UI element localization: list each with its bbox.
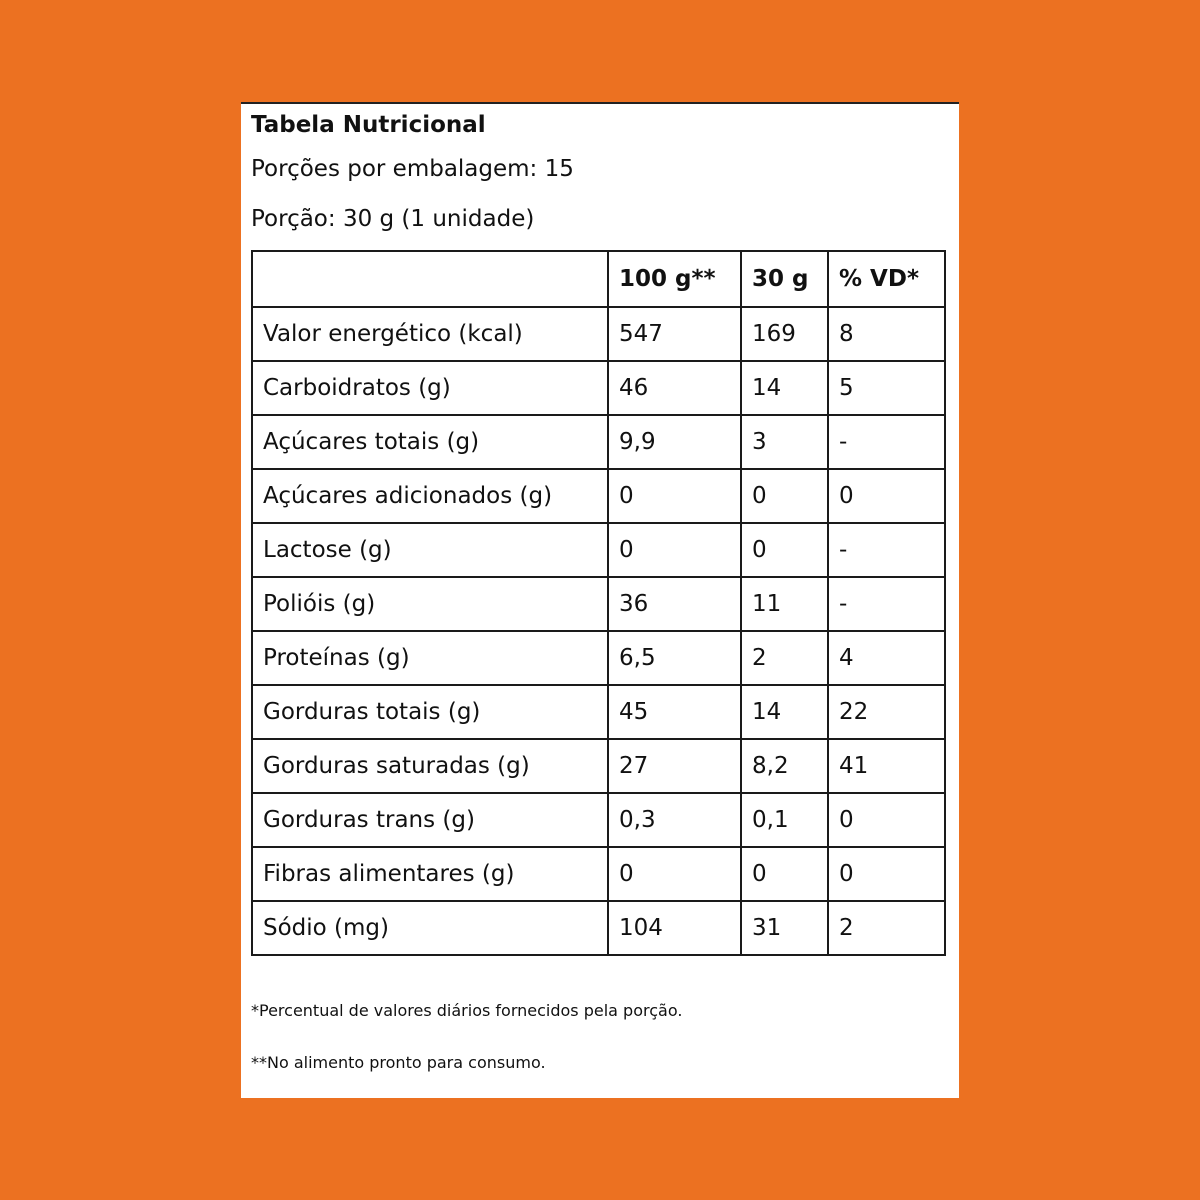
table-row (252, 577, 945, 631)
value-daily-percent: 0 (828, 793, 945, 847)
value-per-30g: 0 (741, 523, 828, 577)
value-daily-percent: 0 (828, 847, 945, 901)
value-daily-percent: 4 (828, 631, 945, 685)
value-per-100g: 0 (608, 469, 741, 523)
value-per-100g: 45 (608, 685, 741, 739)
value-per-100g: 9,9 (608, 415, 741, 469)
value-per-30g: 3 (741, 415, 828, 469)
value-per-100g: 0 (608, 847, 741, 901)
table-row (252, 847, 945, 901)
header-daily-value: % VD* (828, 251, 945, 307)
value-per-30g: 11 (741, 577, 828, 631)
table-row (252, 415, 945, 469)
value-per-30g: 14 (741, 361, 828, 415)
value-per-30g: 0 (741, 847, 828, 901)
value-daily-percent: 22 (828, 685, 945, 739)
footnote-daily-value: *Percentual de valores diários fornecidos pela porção. (251, 1001, 683, 1020)
value-per-100g: 104 (608, 901, 741, 955)
value-daily-percent: 8 (828, 307, 945, 361)
nutrition-label (241, 102, 959, 1098)
nutrient-name: Gorduras trans (g) (252, 793, 608, 847)
table-row (252, 901, 945, 955)
value-per-100g: 547 (608, 307, 741, 361)
table-row (252, 793, 945, 847)
table-header-row (252, 251, 945, 307)
value-per-30g: 169 (741, 307, 828, 361)
value-per-100g: 46 (608, 361, 741, 415)
table-row (252, 361, 945, 415)
header-per-100g: 100 g** (608, 251, 741, 307)
value-daily-percent: 2 (828, 901, 945, 955)
nutrient-name: Açúcares adicionados (g) (252, 469, 608, 523)
value-per-100g: 27 (608, 739, 741, 793)
value-daily-percent: 0 (828, 469, 945, 523)
table-row (252, 523, 945, 577)
value-per-30g: 0,1 (741, 793, 828, 847)
nutrient-name: Sódio (mg) (252, 901, 608, 955)
value-per-30g: 31 (741, 901, 828, 955)
value-per-30g: 14 (741, 685, 828, 739)
header-nutrient (252, 251, 608, 307)
nutrient-name: Gorduras totais (g) (252, 685, 608, 739)
table-row (252, 739, 945, 793)
value-per-30g: 2 (741, 631, 828, 685)
value-per-30g: 8,2 (741, 739, 828, 793)
nutrient-name: Gorduras saturadas (g) (252, 739, 608, 793)
header-per-30g: 30 g (741, 251, 828, 307)
value-per-100g: 0 (608, 523, 741, 577)
portion-size: Porção: 30 g (1 unidade) (251, 206, 535, 232)
nutrient-name: Proteínas (g) (252, 631, 608, 685)
value-per-100g: 36 (608, 577, 741, 631)
value-daily-percent: - (828, 523, 945, 577)
table-row (252, 685, 945, 739)
value-daily-percent: 5 (828, 361, 945, 415)
nutrient-name: Valor energético (kcal) (252, 307, 608, 361)
table-row (252, 631, 945, 685)
nutrient-name: Açúcares totais (g) (252, 415, 608, 469)
value-daily-percent: 41 (828, 739, 945, 793)
footnote-ready-to-eat: **No alimento pronto para consumo. (251, 1053, 546, 1072)
nutrient-name: Fibras alimentares (g) (252, 847, 608, 901)
nutrient-name: Carboidratos (g) (252, 361, 608, 415)
value-daily-percent: - (828, 415, 945, 469)
value-per-30g: 0 (741, 469, 828, 523)
table-row (252, 469, 945, 523)
nutrient-name: Poliόis (g) (252, 577, 608, 631)
nutrition-table (251, 250, 946, 956)
value-per-100g: 0,3 (608, 793, 741, 847)
servings-per-package: Porções por embalagem: 15 (251, 156, 574, 182)
table-row (252, 307, 945, 361)
value-daily-percent: - (828, 577, 945, 631)
label-title: Tabela Nutricional (251, 112, 486, 138)
nutrient-name: Lactose (g) (252, 523, 608, 577)
value-per-100g: 6,5 (608, 631, 741, 685)
